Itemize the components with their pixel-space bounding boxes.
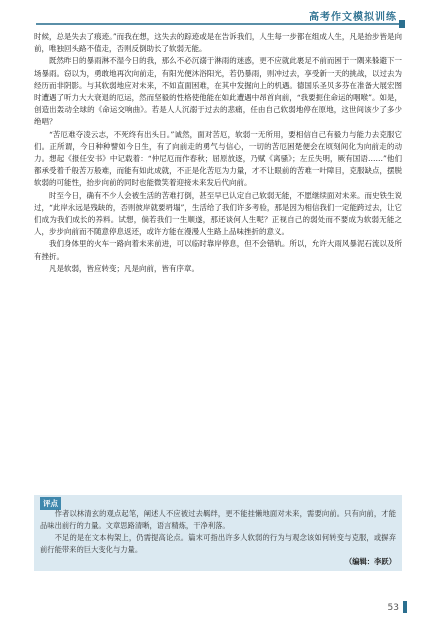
header-rule	[36, 23, 405, 25]
header-title: 高考作文模拟训练	[309, 12, 397, 23]
essay-closing: 凡是软弱，皆应转变；凡是向前，皆有序章。	[49, 263, 199, 273]
page-number: 53	[387, 603, 399, 613]
comment-paragraph: 不足的是在文本构架上，仍需提高论点。篇末可指出许多人软弱的行为与观念该如何转变与克服，或摒弃前行能带来的巨大变化与力量。	[40, 533, 396, 554]
header-marker	[399, 20, 405, 28]
comment-box	[34, 495, 402, 571]
comment-label: 评点	[40, 497, 61, 510]
page-header	[0, 0, 427, 30]
editor-credit: （编辑：李跃）	[344, 557, 396, 566]
essay-paragraph: 时至今日，确有不少人会被生活的苦难打倒，甚至早已认定自己软弱无能，不愿继续面对未来。而史铁生说过，“此岸永远是残缺的，否则彼岸就要坍塌”，生活给了我们许多考验，那是因为相信我们一定能跨过去，让它们成为我们成长的养料。试想，倘若我们一生顺遂，那还谈何人生呢？正视自己的弱处而不要成为软弱无能之人，步步向前而不随意停息返还，或许方能在漫漫人生路上品味挫折的意义。	[34, 190, 402, 237]
page-number-bar	[403, 601, 407, 613]
essay-paragraph: 既然昨日的暴雨淋不湿今日的我，那么不必沉溺于淋雨的迷惑，更不应就此裹足不前而困于一隅来躲避下一场暴雨。窃以为，勇敢地再次向前走，有阳光便沐浴阳光，若仍暴雨，则冲过去，享受新一天的挑战，以过去为经历而非阴影。与其软弱地应对未来，不如直面困难，在其中发掘向上的机遇。德国乐圣贝多芬在准备大展宏图时遭遇了听力大大衰退的厄运，然而坚毅的性格使他能在如此遭遇中昂首向前，“我要扼住命运的咽喉”。如是，创造出轰动全球的《命运交响曲》。若是人人沉溺于过去的悲痛，任由自己软弱地停在原地，这世间该少了多少绝唱？	[34, 56, 402, 127]
comment-paragraph: 作者以林清玄的观点起笔，阐述人不应被过去羁绊，更不能挂懒地面对未来，需要向前。只有向前，才能品味出前行的力量。文章思路清晰，语言精炼，干净利落。	[40, 509, 396, 530]
essay-body	[34, 31, 402, 275]
essay-paragraph: 我们身体里的火车一路向着未来前进，可以临时靠岸停息，但不会错轨。所以，允许大雨风暴泥石流以及所有挫折。	[34, 239, 402, 261]
comment-body	[40, 508, 396, 568]
essay-paragraph: “苦厄难夺凌云志，不死终有出头日。”诚然，面对苦厄，软弱一无所用，要相信自己有毅力与能力去克服它们。正所谓，今日种种譬如今日生，有了向前走的勇气与信心，一切的苦厄困楚便会在顷刻间化为向前走的动力。想起《报任安书》中记载着：“仲尼厄而作春秋；屈原放逐，乃赋《离骚》；左丘失明，厥有国语……”他们都承受着千般苦万般难，而能有如此成就，不正是化苦厄为力量，才不让眼前的苦难一叶障目，克服缺点，摆脱软弱的可能性，抬步向前的同时也能微笑着迎接未来发后代向前。	[34, 129, 402, 188]
essay-paragraph: 时候，总是失去了痕迹。”而我在想，这失去的踪迹或是在告诉我们，人生每一步都在组成人生，凡是抬步皆是向前，唯独回头路不值走，否则反倒助长了软弱无能。	[34, 32, 402, 54]
